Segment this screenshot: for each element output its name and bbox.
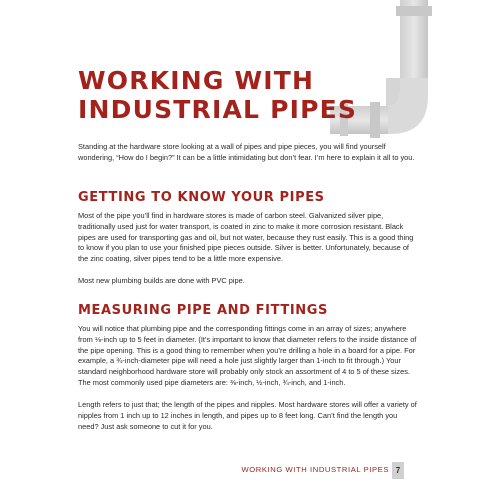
page-number: 7 [392,462,404,479]
section-heading-measuring: MEASURING PIPE AND FITTINGS [78,303,328,318]
paragraph-measuring-1: You will notice that plumbing pipe and the corresponding fittings come in an array of sizes; anywhere from ⅛-inch up to 5 feet in diameter. (It’s important to know that diameter refers to the inside distance of the pipe opening. This is a good thing to remember when you’re drilling a hole in a board for a pipe. For example, a ¾-inch-diameter pipe will need a hole just slightly larger than 1-inch to fit through.) Your standard neighborhood hardware store will probably only stock an assortment of 4 to 5 of these sizes. The most commonly used pipe diameters are: ⅜-inch, ½-inch, ¾-inch, and 1-inch. [78,324,417,387]
chapter-title: WORKING WITH INDUSTRIAL PIPES [78,66,358,124]
section-heading-pipes: GETTING TO KNOW YOUR PIPES [78,190,325,205]
page-footer [232,462,496,479]
running-head: WORKING WITH INDUSTRIAL PIPES [232,465,389,474]
paragraph-pipes-1: Most of the pipe you’ll find in hardware stores is made of carbon steel. Galvanized silver pipe, traditionally used just for water transport, is coated in zinc to make it more corrosion resistant. Black pipes are used for transporting gas and oil, but not water, because they rust easily. This is a good thing to know if you plan to use your finished pipe pieces outside. Silver is better. Unfortunately, because of the zinc coating, silver pipes tend to be a little more expensive. [78,211,414,264]
intro-paragraph: Standing at the hardware store looking at a wall of pipes and pipe pieces, you will find yourself wondering, “How do I begin?” It can be a little intimidating but don’t fear. I’m here to explain it all to you. [78,142,415,162]
paragraph-pipes-2: Most new plumbing builds are done with PVC pipe. [78,276,245,285]
paragraph-measuring-2: Length refers to just that; the length of the pipes and nipples. Most hardware stores will offer a variety of nipples from 1 inch up to 12 inches in length, and pipes up to 8 feet long. Can’t find the length you need? Just ask someone to cut it for you. [78,400,417,431]
